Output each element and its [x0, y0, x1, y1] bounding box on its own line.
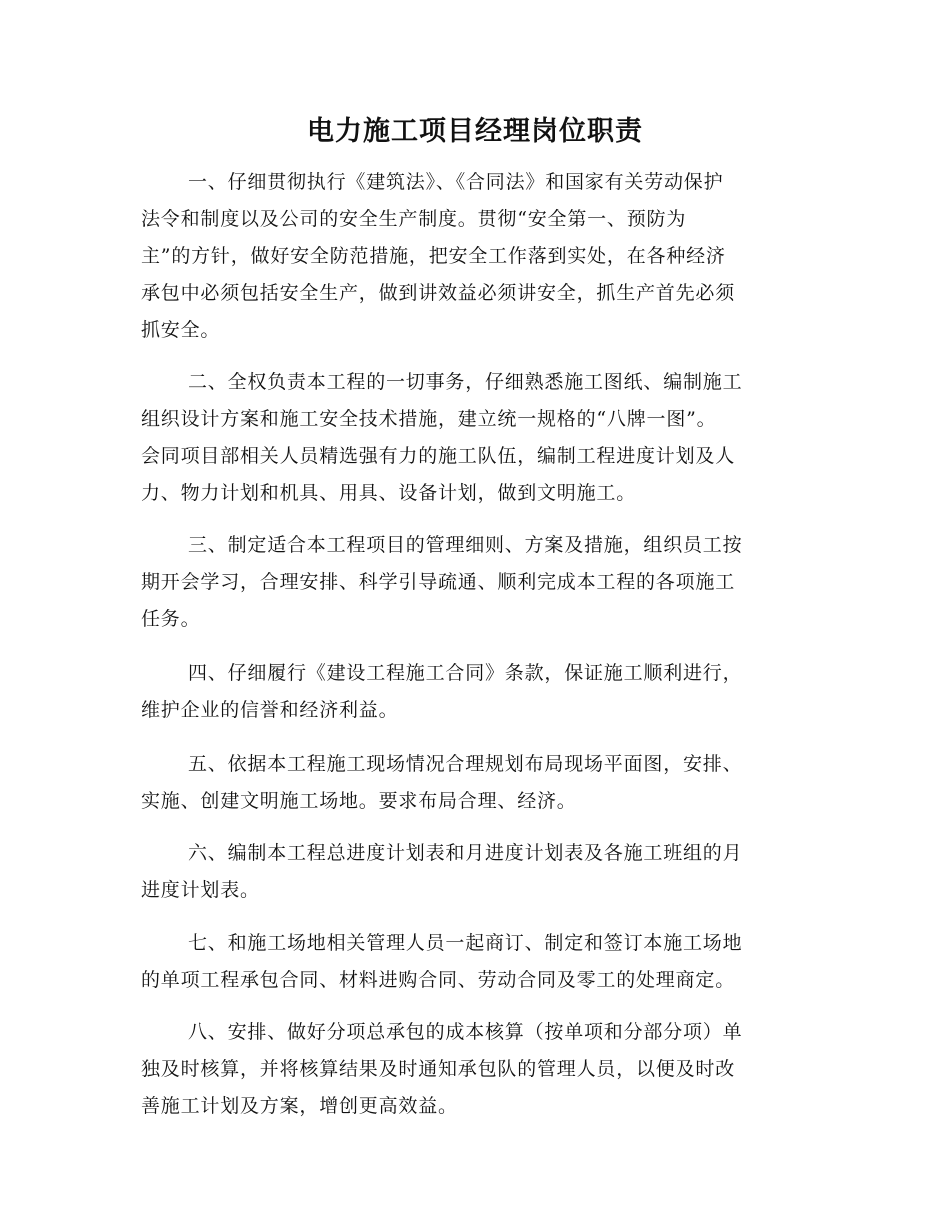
paragraph-line: 进度计划表。 [141, 879, 260, 901]
paragraph-line: 任务。 [141, 608, 201, 630]
paragraph-line: 独及时核算，并将核算结果及时通知承包队的管理人员，以便及时改 [141, 1058, 736, 1080]
paragraph-line: 三、制定适合本工程项目的管理细则、方案及措施，组织员工按 [188, 534, 743, 556]
paragraph-line: 五、依据本工程施工现场情况合理规划布局现场平面图，安排、 [188, 753, 743, 775]
paragraph-line: 八、安排、做好分项总承包的成本核算（按单项和分部分项）单 [188, 1021, 743, 1043]
paragraph-line: 组织设计方案和施工安全技术措施，建立统一规格的“八牌一图”。 [141, 408, 717, 430]
paragraph-2 [141, 364, 807, 512]
paragraph-7 [141, 925, 807, 999]
paragraph-line: 实施、创建文明施工场地。要求布局合理、经济。 [141, 790, 577, 812]
paragraph-line: 善施工计划及方案，增创更高效益。 [141, 1095, 458, 1117]
paragraph-line: 力、物力计划和机具、用具、设备计划，做到文明施工。 [141, 482, 637, 504]
paragraph-3 [141, 527, 807, 638]
paragraph-line: 主”的方针，做好安全防范措施，把安全工作落到实处，在各种经济 [141, 245, 726, 267]
paragraph-line: 的单项工程承包合同、材料进购合同、劳动合同及零工的处理商定。 [141, 969, 736, 991]
paragraph-6 [141, 835, 807, 909]
paragraph-line: 承包中必须包括安全生产，做到讲效益必须讲安全，抓生产首先必须 [141, 282, 736, 304]
paragraph-1 [141, 164, 807, 349]
paragraph-line: 四、仔细履行《建设工程施工合同》条款，保证施工顺利进行， [188, 662, 743, 684]
paragraph-line: 维护企业的信誉和经济利益。 [141, 699, 399, 721]
document-title: 电力施工项目经理岗位职责 [307, 116, 643, 147]
paragraph-8 [141, 1014, 807, 1125]
paragraph-4 [141, 655, 807, 729]
paragraph-line: 六、编制本工程总进度计划表和月进度计划表及各施工班组的月 [188, 842, 743, 864]
paragraph-line: 二、全权负责本工程的一切事务，仔细熟悉施工图纸、编制施工 [188, 371, 743, 393]
paragraph-line: 法令和制度以及公司的安全生产制度。贯彻“安全第一、预防为 [141, 208, 687, 230]
paragraph-line: 七、和施工场地相关管理人员一起商订、制定和签订本施工场地 [188, 932, 743, 954]
paragraph-line: 一、仔细贯彻执行《建筑法》、《合同法》和国家有关劳动保护 [188, 171, 724, 193]
paragraph-5 [141, 746, 807, 820]
paragraph-line: 期开会学习，合理安排、科学引导疏通、顺利完成本工程的各项施工 [141, 571, 736, 593]
paragraph-line: 会同项目部相关人员精选强有力的施工队伍，编制工程进度计划及人 [141, 445, 736, 467]
paragraph-line: 抓安全。 [141, 319, 221, 341]
